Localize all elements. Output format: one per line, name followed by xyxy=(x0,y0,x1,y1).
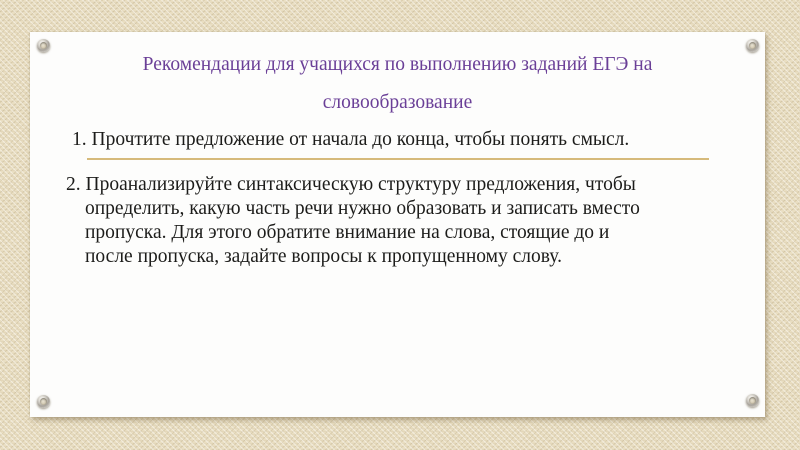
list-item-2 xyxy=(66,173,726,269)
slide-card xyxy=(30,32,765,417)
text-line: пропуска. Для этого обратите внимание на слова, стоящие до и xyxy=(85,222,610,243)
text-line: Рекомендации для учащихся по выполнению заданий ЕГЭ на xyxy=(142,54,653,75)
divider-line xyxy=(87,158,709,160)
text-line: после пропуска, задайте вопросы к пропущенному слову. xyxy=(85,246,562,267)
rivet-icon xyxy=(37,395,50,408)
list-item-1 xyxy=(72,128,732,152)
rivet-icon xyxy=(746,394,759,407)
text-line: словообразование xyxy=(322,92,473,113)
text-line: определить, какую часть речи нужно образовать и записать вместо xyxy=(85,198,640,219)
slide-title xyxy=(30,46,765,122)
text-line: 2. Проанализируйте синтаксическую структуру предложения, чтобы xyxy=(66,174,636,195)
text-line: 1. Прочтите предложение от начала до конца, чтобы понять смысл. xyxy=(72,129,630,150)
